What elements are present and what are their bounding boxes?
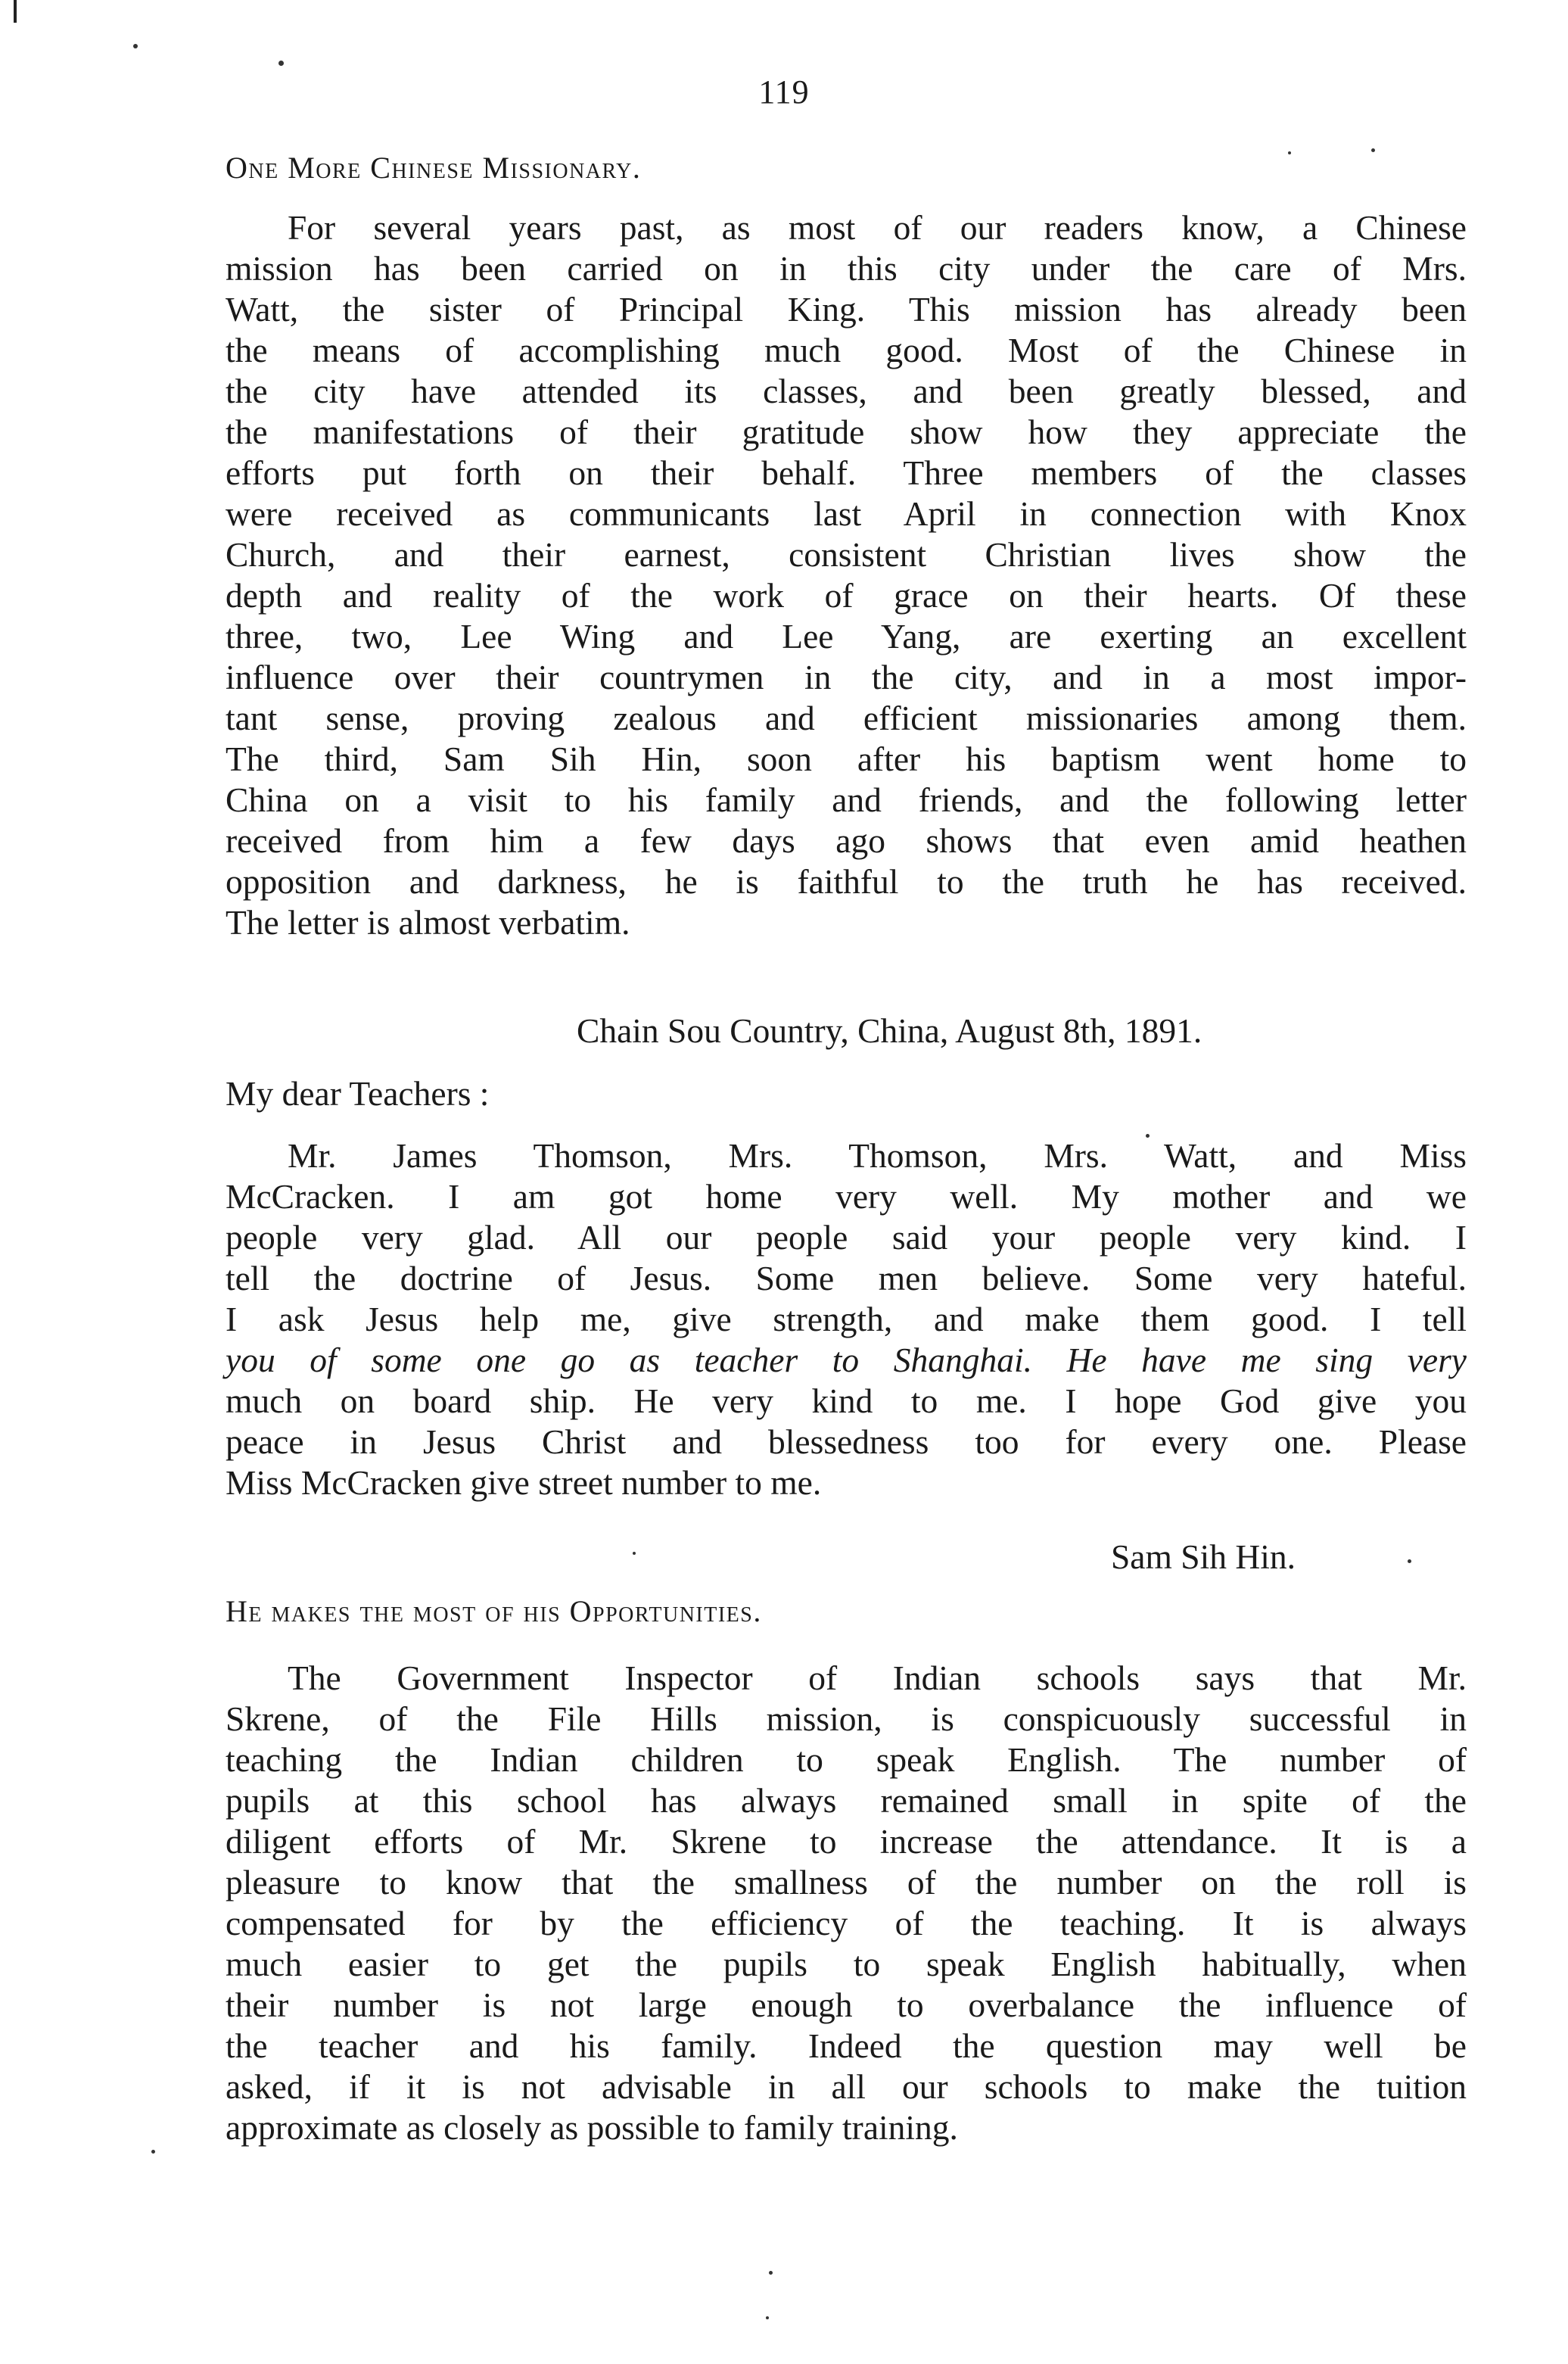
text-line: mission has been carried on in this city under the care of Mrs.	[226, 249, 1467, 288]
text-line: teaching the Indian children to speak English. The number of	[226, 1740, 1467, 1779]
text-line: received from him a few days ago shows that even amid heathen	[226, 821, 1467, 860]
text-line: The Government Inspector of Indian schools says that Mr.	[288, 1659, 1467, 1697]
section-heading-chinese-missionary: One More Chinese Missionary.	[226, 151, 642, 185]
scan-speck	[769, 2271, 773, 2275]
text-line: pupils at this school has always remained small in spite of the	[226, 1781, 1467, 1820]
text-line: efforts put forth on their behalf. Three members of the classes	[226, 453, 1467, 492]
text-line: Watt, the sister of Principal King. This mission has already been	[226, 290, 1467, 329]
scan-edge-mark	[14, 0, 17, 23]
text-line: their number is not large enough to overbalance the influence of	[226, 1986, 1467, 2024]
text-line: depth and reality of the work of grace on their hearts. Of these	[226, 576, 1467, 615]
text-line: Miss McCracken give street number to me.	[226, 1463, 822, 1502]
text-line: opposition and darkness, he is faithful to the truth he has received.	[226, 862, 1467, 901]
text-line: Mr. James Thomson, Mrs. Thomson, Mrs. Watt, and Miss	[288, 1136, 1467, 1175]
letter-signature: Sam Sih Hin.	[1111, 1537, 1296, 1576]
scan-speck	[1408, 1559, 1411, 1563]
scan-speck	[1371, 148, 1375, 152]
text-line: influence over their countrymen in the city, and in a most impor-	[226, 658, 1467, 696]
text-line: tell the doctrine of Jesus. Some men believe. Some very hateful.	[226, 1259, 1467, 1297]
text-line: The letter is almost verbatim.	[226, 903, 630, 942]
scan-speck	[133, 44, 138, 48]
text-line: I ask Jesus help me, give strength, and make them good. I tell	[226, 1300, 1467, 1338]
text-line: the city have attended its classes, and been greatly blessed, and	[226, 372, 1467, 410]
text-line: pleasure to know that the smallness of the number on the roll is	[226, 1863, 1467, 1901]
text-line: much on board ship. He very kind to me. I hope God give you	[226, 1381, 1467, 1420]
text-line: much easier to get the pupils to speak English habitually, when	[226, 1945, 1467, 1983]
section-heading-opportunities: He makes the most of his Opportunities.	[226, 1594, 762, 1628]
letter-salutation: My dear Teachers :	[226, 1074, 490, 1113]
text-line: Church, and their earnest, consistent Christian lives show the	[226, 535, 1467, 574]
scan-speck	[278, 61, 284, 66]
letter-body	[226, 1135, 1467, 1503]
scan-speck	[1288, 151, 1291, 154]
text-line: McCracken. I am got home very well. My mother and we	[226, 1177, 1467, 1216]
text-line: approximate as closely as possible to family training.	[226, 2108, 958, 2147]
scan-speck	[151, 2150, 155, 2154]
text-line: were received as communicants last April in connection with Knox	[226, 494, 1467, 533]
text-line: The third, Sam Sih Hin, soon after his baptism went home to	[226, 740, 1467, 778]
text-line: you of some one go as teacher to Shanghai. He have me sing very	[226, 1341, 1467, 1379]
text-line: For several years past, as most of our readers know, a Chinese	[288, 208, 1467, 247]
paragraph-file-hills-mission	[226, 1658, 1467, 2148]
text-line: people very glad. All our people said your people very kind. I	[226, 1218, 1467, 1257]
text-line: three, two, Lee Wing and Lee Yang, are exerting an excellent	[226, 617, 1467, 656]
text-line: Skrene, of the File Hills mission, is conspicuously successful in	[226, 1699, 1467, 1738]
text-line: peace in Jesus Christ and blessedness too for every one. Please	[226, 1422, 1467, 1461]
text-line: China on a visit to his family and friends, and the following letter	[226, 780, 1467, 819]
page-number: 119	[758, 73, 810, 111]
scan-speck	[633, 1552, 636, 1555]
text-line: compensated for by the efficiency of the teaching. It is always	[226, 1904, 1467, 1942]
text-line: asked, if it is not advisable in all our schools to make the tuition	[226, 2067, 1467, 2106]
text-line: the manifestations of their gratitude show how they appreciate the	[226, 413, 1467, 451]
scan-speck	[766, 2316, 769, 2319]
paragraph-chinese-mission	[226, 207, 1467, 943]
letter-dateline: Chain Sou Country, China, August 8th, 1891.	[577, 1011, 1202, 1050]
text-line: tant sense, proving zealous and efficient missionaries among them.	[226, 699, 1467, 737]
text-line: the teacher and his family. Indeed the question may well be	[226, 2026, 1467, 2065]
text-line: diligent efforts of Mr. Skrene to increase the attendance. It is a	[226, 1822, 1467, 1861]
text-line: the means of accomplishing much good. Most of the Chinese in	[226, 331, 1467, 369]
